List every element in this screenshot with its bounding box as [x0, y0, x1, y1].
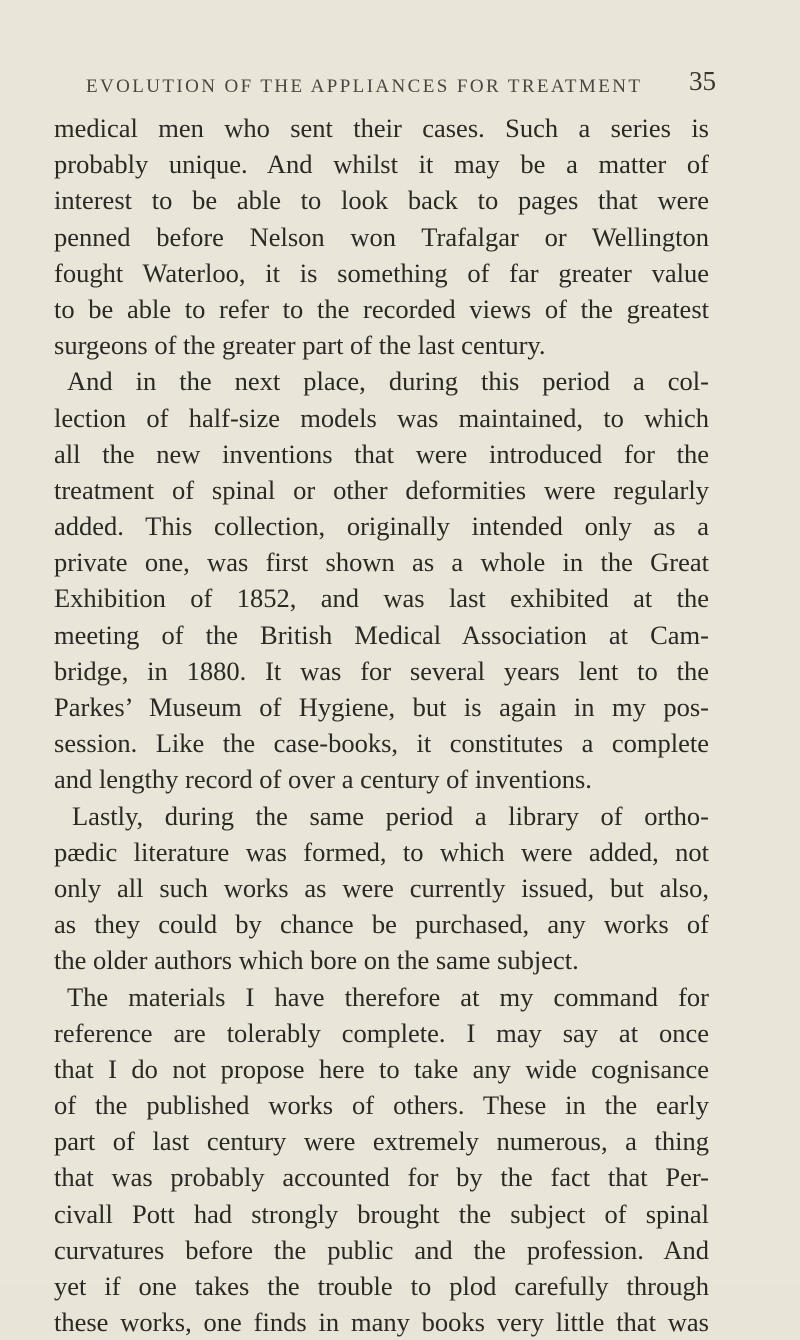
- text-line: surgeons of the greater part of the last century.: [54, 330, 546, 361]
- body-text: [54, 110, 709, 1340]
- text-line: penned before Nelson won Trafalgar or Wellington: [54, 221, 709, 252]
- text-line: meeting of the British Medical Association at Cam-: [54, 619, 709, 650]
- text-line: only all such works as were currently issued, but also,: [54, 872, 709, 903]
- text-line: Exhibition of 1852, and was last exhibited at the: [54, 583, 709, 614]
- text-line: bridge, in 1880. It was for several years lent to the: [54, 655, 709, 686]
- text-line: that was probably accounted for by the fact that Per-: [54, 1162, 709, 1193]
- text-line: all the new inventions that were introduced for the: [54, 438, 709, 469]
- text-line: as they could by chance be purchased, any works of: [54, 909, 709, 940]
- text-line: part of last century were extremely numerous, a thing: [54, 1126, 709, 1157]
- text-line: Lastly, during the same period a library of ortho-: [72, 800, 709, 831]
- running-title: EVOLUTION OF THE APPLIANCES FOR TREATMENT: [86, 76, 643, 97]
- text-line: pædic literature was formed, to which were added, not: [54, 836, 709, 867]
- text-line: probably unique. And whilst it may be a matter of: [54, 149, 709, 180]
- text-line: curvatures before the public and the profession. And: [54, 1234, 709, 1265]
- page-number: 35: [689, 66, 716, 96]
- text-line: the older authors which bore on the same subject.: [54, 945, 579, 976]
- text-line: lection of half-size models was maintained, to which: [54, 402, 709, 433]
- text-line: to be able to refer to the recorded views of the greatest: [54, 293, 709, 324]
- text-line: civall Pott had strongly brought the subject of spinal: [54, 1198, 709, 1229]
- text-line: medical men who sent their cases. Such a series is: [54, 113, 709, 143]
- text-line: And in the next place, during this period a col-: [67, 366, 709, 397]
- text-line: interest to be able to look back to pages that were: [54, 185, 709, 216]
- text-line: fought Waterloo, it is something of far greater value: [54, 257, 709, 288]
- text-line: private one, was first shown as a whole in the Great: [54, 547, 709, 578]
- text-line: The materials I have therefore at my command for: [67, 981, 709, 1012]
- text-line: reference are tolerably complete. I may say at once: [54, 1017, 709, 1048]
- text-line: treatment of spinal or other deformities were regularly: [54, 474, 709, 505]
- text-line: added. This collection, originally intended only as a: [54, 511, 709, 542]
- running-head: [86, 66, 716, 102]
- text-line: of the published works of others. These in the early: [54, 1090, 709, 1121]
- text-line: yet if one takes the trouble to plod carefully through: [54, 1271, 709, 1301]
- text-line: and lengthy record of over a century of inventions.: [54, 764, 592, 795]
- text-line: session. Like the case-books, it constitutes a complete: [54, 728, 709, 759]
- text-line: Parkes’ Museum of Hygiene, but is again in my pos-: [54, 692, 709, 722]
- text-line: that I do not propose here to take any wide cognisance: [54, 1053, 709, 1084]
- text-line: these works, one finds in many books very little that was: [54, 1307, 709, 1338]
